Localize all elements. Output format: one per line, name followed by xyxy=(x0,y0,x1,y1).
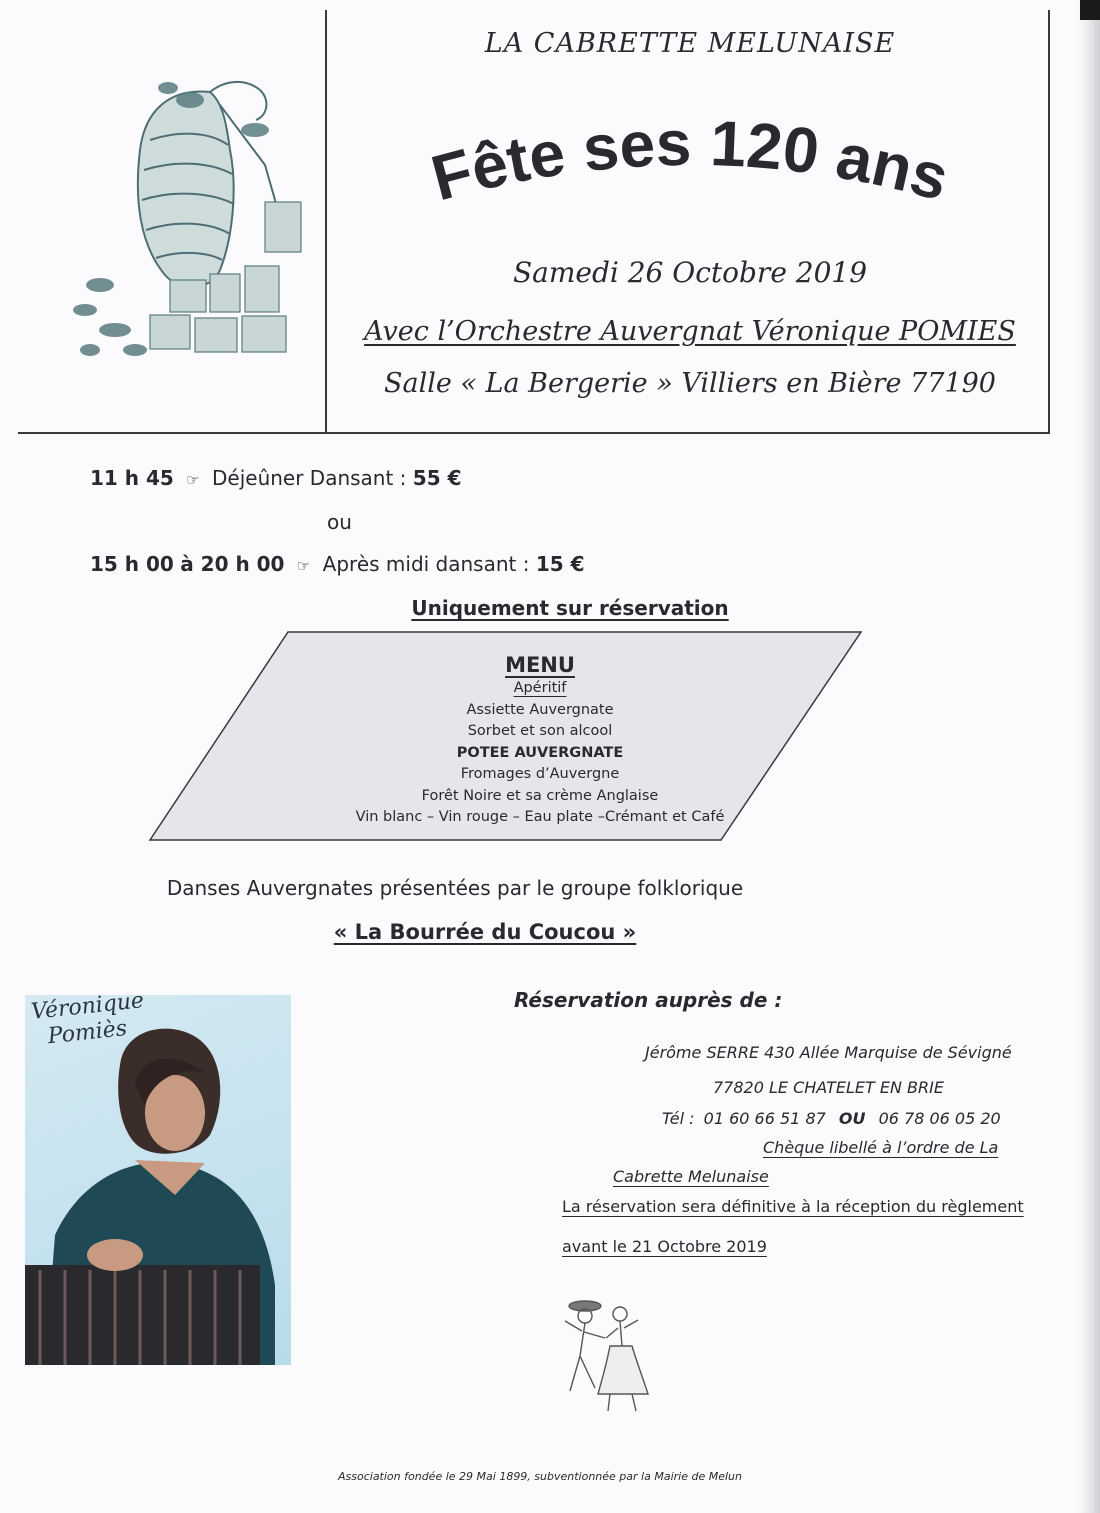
afternoon-label: Après midi dansant : xyxy=(322,552,530,576)
cheque-line: Chèque libellé à l’ordre de La xyxy=(763,1138,999,1157)
reservation-deadline: avant le 21 Octobre 2019 xyxy=(562,1237,767,1256)
schedule-afternoon xyxy=(90,552,585,576)
cheque-line: Cabrette Melunaise xyxy=(613,1167,769,1186)
phone-2: 06 78 06 05 20 xyxy=(878,1109,1001,1128)
venue-line: Salle « La Bergerie » Villiers en Bière 77190 xyxy=(384,368,996,399)
reservation-title: Réservation auprès de : xyxy=(514,988,783,1012)
dances-text: Danses Auvergnates présentées par le groupe folklorique xyxy=(166,876,744,900)
photo-caption-line: Véronique xyxy=(30,988,146,1025)
scan-corner xyxy=(1080,0,1100,20)
menu-item: Fromages d’Auvergne xyxy=(460,766,620,782)
menu xyxy=(275,652,805,829)
reservation-phone xyxy=(662,1109,1001,1128)
schedule-lunch xyxy=(90,466,462,490)
phone-1: 01 60 66 51 87 xyxy=(703,1109,826,1128)
accordionist-illustration-icon xyxy=(25,995,291,1365)
artist-photo xyxy=(25,995,291,1365)
menu-item: Vin blanc – Vin rouge – Eau plate –Crémant et Café xyxy=(355,809,725,825)
association-title: LA CABRETTE MELUNAISE xyxy=(484,28,896,59)
svg-text:Fête ses 120 ans xyxy=(424,107,956,215)
folk-dancers-illustration-icon xyxy=(540,1276,670,1432)
anniversary-text: Fête ses 120 ans xyxy=(424,106,957,215)
afternoon-start: 15 h 00 xyxy=(90,552,174,576)
menu-item: Sorbet et son alcool xyxy=(467,723,613,739)
anniversary-title xyxy=(360,90,1040,240)
menu-title: MENU xyxy=(505,653,575,677)
menu-item: Forêt Noire et sa crème Anglaise xyxy=(421,787,659,804)
pointing-hand-icon: ☞ xyxy=(296,557,311,575)
reservation-city: 77820 LE CHATELET EN BRIE xyxy=(713,1078,944,1097)
schedule-or: ou xyxy=(327,510,352,534)
afternoon-price: 15 € xyxy=(535,552,585,576)
lunch-time: 11 h 45 xyxy=(90,466,174,490)
reservation-name-address: Jérôme SERRE 430 Allée Marquise de Sévigné xyxy=(645,1043,1012,1062)
footer-note: Association fondée le 29 Mai 1899, subventionnée par la Mairie de Melun xyxy=(338,1470,742,1483)
phone-label: Tél : xyxy=(662,1109,695,1128)
menu-item: Apéritif xyxy=(513,680,567,696)
lunch-price: 55 € xyxy=(412,466,462,490)
menu-item: POTEE AUVERGNATE xyxy=(456,744,624,761)
scan-edge xyxy=(1078,0,1100,1513)
orchestra-line: Avec l’Orchestre Auvergnat Véronique POMIES xyxy=(364,316,1016,347)
photo-caption-line: Pomiès xyxy=(46,1016,129,1050)
lunch-label: Déjeûner Dansant : xyxy=(212,466,407,490)
reservation-only-note: Uniquement sur réservation xyxy=(411,596,729,620)
dance-group-name: « La Bourrée du Coucou » xyxy=(333,920,637,944)
event-date: Samedi 26 Octobre 2019 xyxy=(512,256,868,289)
pointing-hand-icon: ☞ xyxy=(186,471,200,489)
bagpipe-illustration-icon xyxy=(60,70,310,370)
header-divider xyxy=(325,10,327,434)
menu-item: Assiette Auvergnate xyxy=(466,701,614,718)
reservation-definitive-note: La réservation sera définitive à la réception du règlement xyxy=(562,1197,1024,1216)
afternoon-end: à 20 h 00 xyxy=(180,552,285,576)
phone-or: OU xyxy=(838,1109,866,1128)
